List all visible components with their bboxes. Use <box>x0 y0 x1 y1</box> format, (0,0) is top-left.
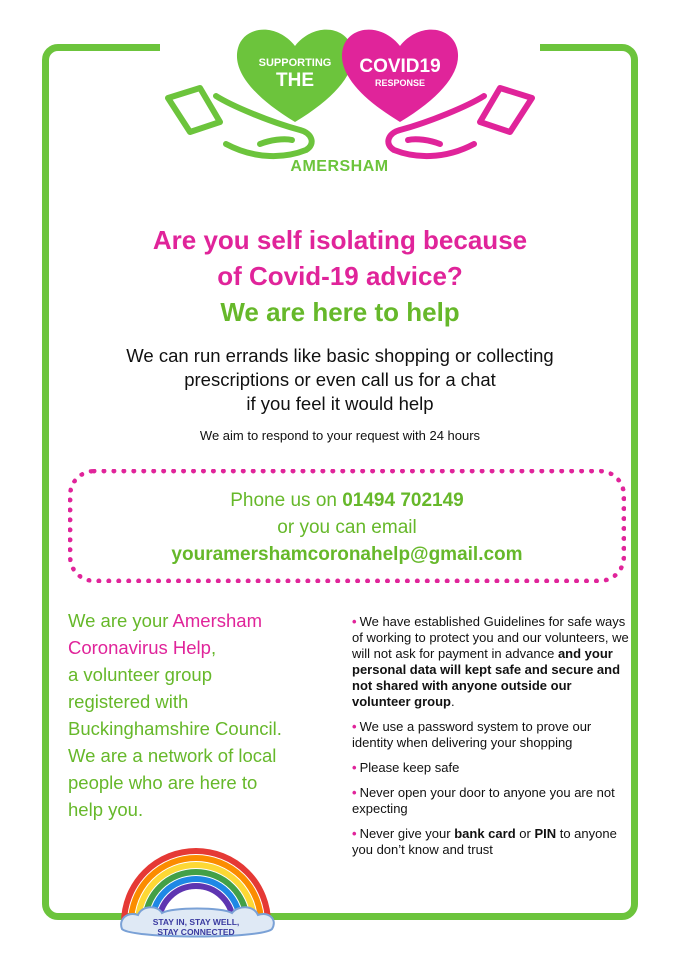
bullet-icon: • <box>352 785 357 800</box>
guideline-text: We have established Guidelines for safe ways of working to protect you and our volunteers, we will not ask for payment in advance <box>352 614 629 661</box>
bullet-icon: • <box>352 719 357 734</box>
contact-box <box>68 469 626 583</box>
about-pre: We are your <box>68 610 173 631</box>
group-name-comma: , <box>210 637 217 658</box>
group-name-line-2: Coronavirus Help <box>68 637 211 658</box>
about-line-4: registered with <box>68 691 189 712</box>
guideline-item <box>352 719 632 751</box>
about-group <box>68 607 348 823</box>
guideline-text: Please keep safe <box>359 760 460 775</box>
headline <box>60 222 620 330</box>
email-address[interactable]: youramershamcoronahelp@gmail.com <box>171 544 523 565</box>
heart-text-supporting: SUPPORTING <box>258 57 332 69</box>
phone-line <box>73 487 621 514</box>
guideline-text: Never open your door to anyone you are not expecting <box>352 785 615 816</box>
about-line-5: Buckinghamshire Council. <box>68 718 282 739</box>
intro-line-1: We can run errands like basic shopping or collecting <box>126 345 554 366</box>
phone-number[interactable]: 01494 702149 <box>342 490 464 511</box>
banner-line-1: STAY IN, STAY WELL, <box>152 917 240 927</box>
headline-line-3: We are here to help <box>220 297 460 327</box>
guidelines-list <box>352 614 632 867</box>
intro-text <box>60 344 620 416</box>
guideline-bold-text: PIN <box>534 826 557 841</box>
guideline-item <box>352 826 632 858</box>
heart-text-covid19: COVID19 <box>359 56 441 77</box>
response-time-note: We aim to respond to your request with 24 hours <box>199 428 481 443</box>
guideline-bold-text: and your personal data will kept safe and secure and not shared with anyone outside our volunteer group <box>352 646 621 709</box>
guideline-text: Never give your <box>359 826 455 841</box>
guideline-tail: to anyone you don’t know and trust <box>352 826 617 857</box>
guideline-tail: . <box>450 694 455 709</box>
about-line-6: We are a network of local <box>68 745 277 766</box>
headline-line-1: Are you self isolating because <box>152 225 528 255</box>
guideline-item <box>352 614 632 710</box>
bullet-icon: • <box>352 614 357 629</box>
bullet-icon: • <box>352 826 357 841</box>
guideline-bold-text: bank card <box>454 826 516 841</box>
phone-prefix: Phone us on <box>230 490 343 511</box>
guideline-text: or <box>515 826 535 841</box>
email-prefix: or you can email <box>277 517 417 538</box>
headline-line-2: of Covid-19 advice? <box>217 261 463 291</box>
about-line-3: a volunteer group <box>68 664 212 685</box>
about-line-8: help you. <box>68 799 144 820</box>
intro-line-3: if you feel it would help <box>246 393 434 414</box>
banner-line-2: STAY CONNECTED <box>157 927 235 937</box>
guideline-item <box>352 785 632 817</box>
bullet-icon: • <box>352 760 357 775</box>
group-name-line-1: Amersham <box>172 610 262 631</box>
heart-text-response: RESPONSE <box>374 78 426 88</box>
intro-line-2: prescriptions or even call us for a chat <box>184 369 496 390</box>
guideline-item <box>352 760 632 776</box>
about-line-7: people who are here to <box>68 772 258 793</box>
rainbow-icon <box>112 843 280 939</box>
town-name: AMERSHAM <box>290 158 389 175</box>
guideline-text: We use a password system to prove our identity when delivering your shopping <box>352 719 592 750</box>
heart-text-the: THE <box>276 70 314 91</box>
rainbow-badge <box>112 843 280 939</box>
